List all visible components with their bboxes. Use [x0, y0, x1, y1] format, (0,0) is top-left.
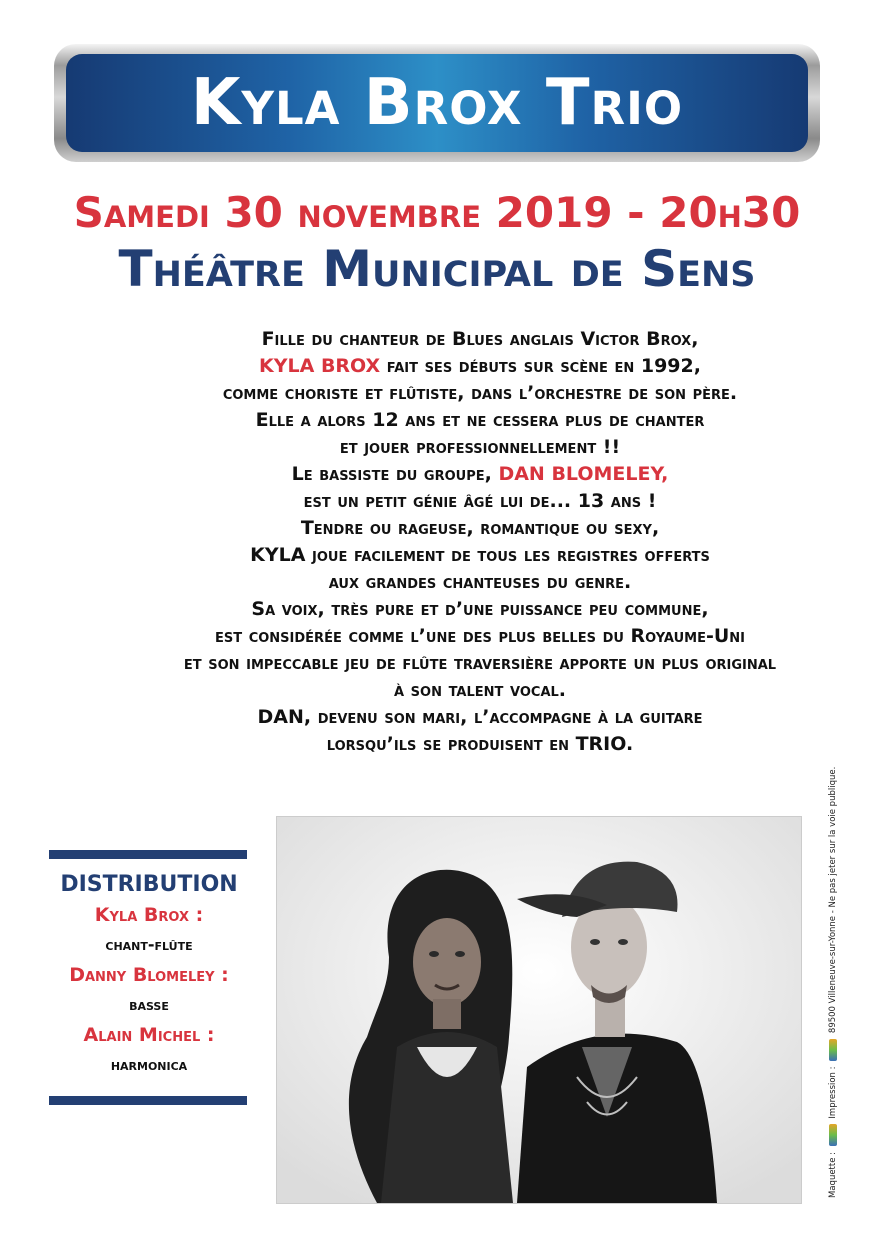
- highlight-name: DAN BLOMELEY,: [498, 463, 669, 485]
- divider-bottom: [49, 1096, 247, 1105]
- printer-logo-icon: [829, 1039, 837, 1061]
- bio-line: Le bassiste du groupe, DAN BLOMELEY,: [291, 463, 669, 485]
- print-credit: Maquette : Impression : 89500 Villeneuve-sur-Yonne - Ne pas jeter sur la voie publique.: [828, 766, 838, 1198]
- bio-line: comme choriste et flûtiste, dans l’orchestre de son père.: [222, 382, 738, 404]
- distribution-title: DISTRIBUTION: [60, 872, 238, 897]
- bio-line: DAN, devenu son mari, l’accompagne à la guitare: [257, 706, 703, 728]
- distribution-block: [28, 872, 270, 1080]
- event-venue: Théâtre Municipal de Sens: [118, 240, 756, 298]
- member-role: chant-flûte: [105, 935, 193, 954]
- bio-line: KYLA joue facilement de tous les registres offerts: [250, 544, 710, 566]
- event-date: Samedi 30 novembre 2019 - 20h30: [73, 188, 801, 237]
- band-photo-illustration: [277, 817, 801, 1203]
- bio-line: et son impeccable jeu de flûte traversière apporte un plus original: [183, 652, 777, 674]
- bio-line: et jouer professionnellement !!: [339, 436, 621, 458]
- bio-line: est un petit génie âgé lui de... 13 ans !: [303, 490, 657, 512]
- designer-logo-icon: [829, 1124, 837, 1146]
- member-role: basse: [129, 995, 169, 1014]
- member-name: Alain Michel :: [83, 1024, 215, 1046]
- bio-line: KYLA BROX fait ses débuts sur scène en 1992,: [259, 355, 701, 377]
- divider-top: [49, 850, 247, 859]
- member-role: harmonica: [110, 1055, 188, 1074]
- bio-text: [40, 326, 874, 758]
- bio-line: Elle a alors 12 ans et ne cessera plus de chanter: [255, 409, 705, 431]
- band-photo: [276, 816, 802, 1204]
- bio-line: est considérée comme l’une des plus belles du Royaume-Uni: [214, 625, 745, 647]
- event-title: Kyla Brox Trio: [190, 66, 684, 140]
- bio-line: Fille du chanteur de Blues anglais Victor Brox,: [261, 328, 699, 350]
- member-name: Danny Blomeley :: [69, 964, 229, 986]
- title-banner: [66, 54, 808, 152]
- bio-line: Sa voix, très pure et d’une puissance peu commune,: [251, 598, 709, 620]
- highlight-name: KYLA BROX: [259, 355, 381, 377]
- member-name: Kyla Brox :: [94, 904, 204, 926]
- bio-line: à son talent vocal.: [393, 679, 567, 701]
- bio-line: aux grandes chanteuses du genre.: [328, 571, 632, 593]
- bio-line: lorsqu’ils se produisent en TRIO.: [326, 733, 634, 755]
- bio-line: Tendre ou rageuse, romantique ou sexy,: [300, 517, 660, 539]
